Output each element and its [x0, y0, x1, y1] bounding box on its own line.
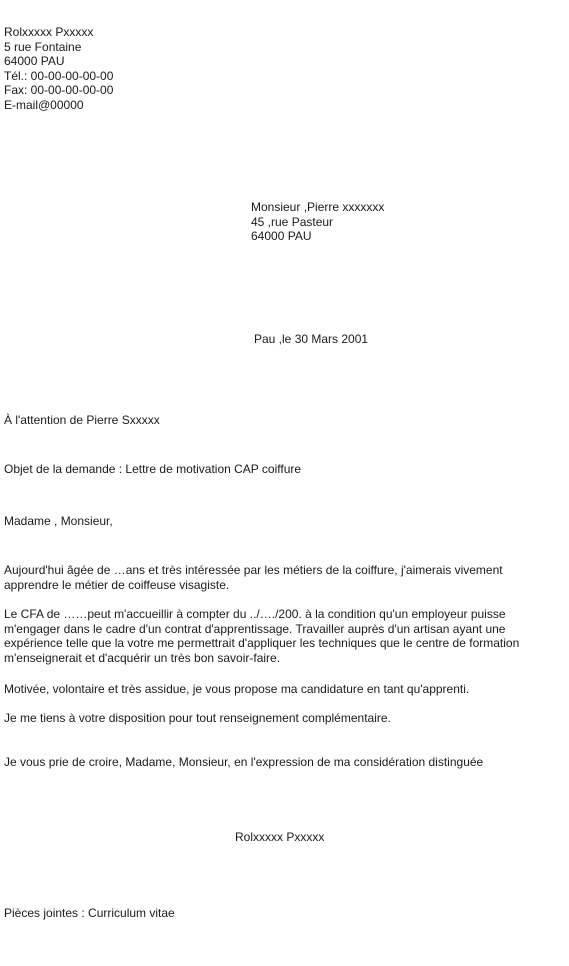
- enclosures-line: Pièces jointes : Curriculum vitae: [4, 906, 175, 920]
- paragraph-closing: [4, 755, 560, 770]
- sender-phone: Tél.: 00-00-00-00-00: [4, 68, 114, 83]
- sender-email: E-mail@00000: [4, 97, 84, 112]
- paragraph-line: Je me tiens à votre disposition pour tout renseignement complémentaire.: [4, 711, 391, 725]
- sender-street: 5 rue Fontaine: [4, 39, 82, 54]
- paragraph-line: Je vous prie de croire, Madame, Monsieur, en l'expression de ma considération distinguée: [4, 755, 484, 769]
- recipient-block: [251, 200, 384, 244]
- paragraph-line: m'engager dans le cadre d'un contrat d'apprentissage. Travailler auprès d'un artisan ayant une: [4, 621, 506, 636]
- recipient-street: 45 ,rue Pasteur: [251, 214, 334, 229]
- paragraph-line: expérience telle que la votre me permettrait d'appliquer les techniques que le centre de formation: [4, 636, 520, 650]
- signature: Rolxxxxx Pxxxxx: [235, 830, 325, 844]
- recipient-city: 64000 PAU: [251, 229, 312, 243]
- sender-fax: Fax: 00-00-00-00-00: [4, 83, 114, 97]
- attention-line: À l'attention de Pierre Sxxxxx: [4, 413, 160, 427]
- paragraph-intro: [4, 563, 560, 592]
- paragraph-line: Motivée, volontaire et très assidue, je vous propose ma candidature en tant qu'apprenti.: [4, 682, 470, 696]
- paragraph-motivation: [4, 682, 560, 697]
- paragraph-cfa: [4, 607, 560, 665]
- paragraph-availability: [4, 711, 560, 726]
- salutation: Madame , Monsieur,: [4, 514, 113, 528]
- paragraph-line: Le CFA de ……peut m'accueillir à compter du ../…./200. à la condition qu'un employeur puisse: [4, 607, 506, 621]
- sender-block: [4, 25, 113, 112]
- subject-line: Objet de la demande : Lettre de motivation CAP coiffure: [4, 462, 302, 476]
- paragraph-line: apprendre le métier de coiffeuse visagiste.: [4, 577, 230, 592]
- sender-city: 64000 PAU: [4, 54, 65, 68]
- sender-name: Rolxxxxx Pxxxxx: [4, 25, 94, 39]
- paragraph-line: m'enseignerait et d'acquérir un très bon savoir-faire.: [4, 650, 281, 665]
- date-line: Pau ,le 30 Mars 2001: [254, 332, 369, 346]
- paragraph-line: Aujourd'hui âgée de …ans et très intéressée par les métiers de la coiffure, j'aimerais vivement: [4, 563, 503, 577]
- recipient-name: Monsieur ,Pierre xxxxxxx: [251, 200, 385, 214]
